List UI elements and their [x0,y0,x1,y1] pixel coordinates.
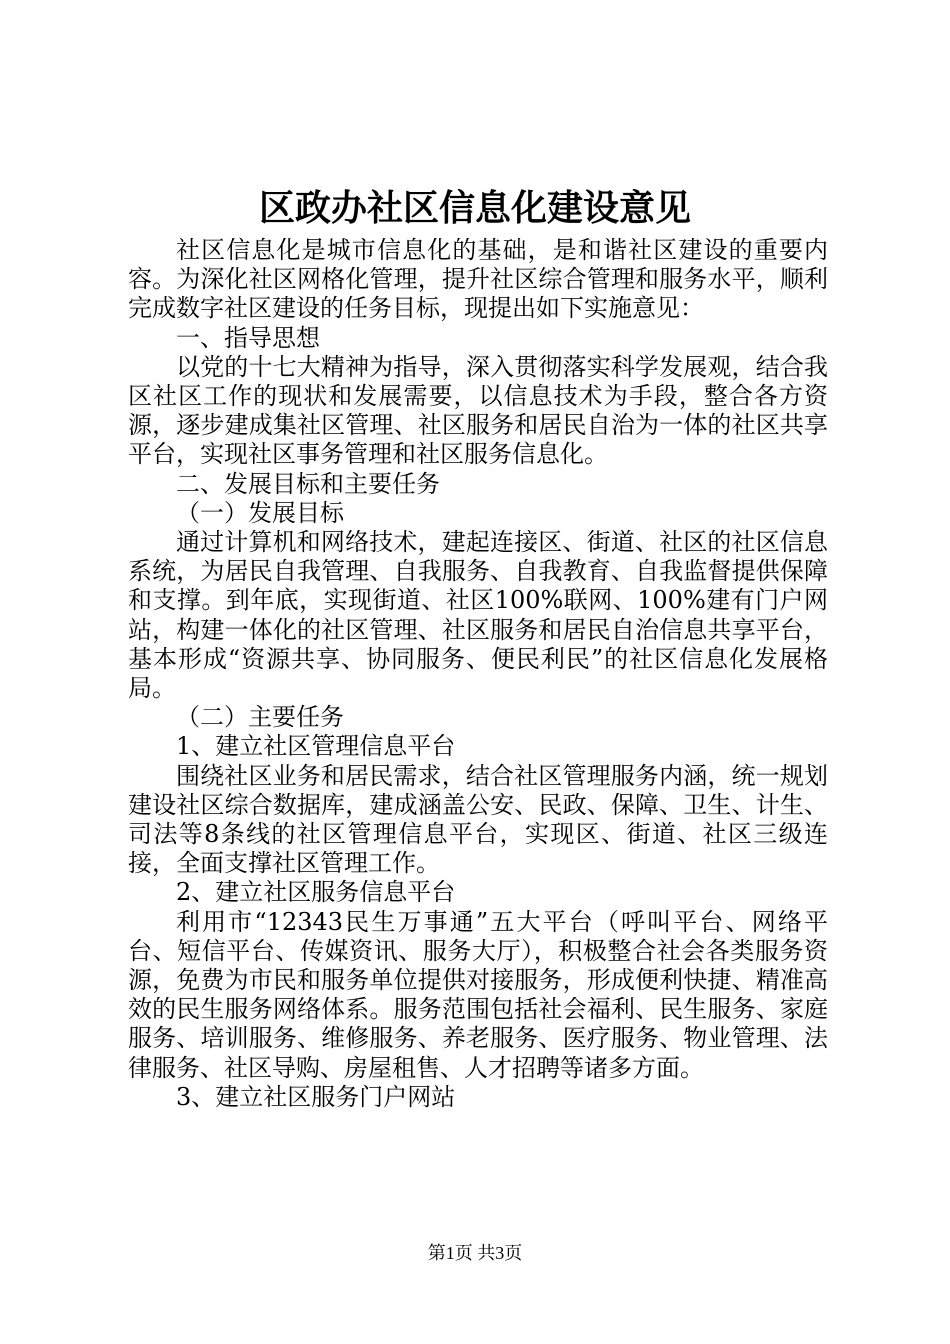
item-heading-service-platform: 2、建立社区服务信息平台 [176,878,456,907]
paragraph-intro: 社区信息化是城市信息化的基础，是和谐社区建设的重要内容。为深化社区网格化管理，提升社区综合管理和服务水平，顺利完成数字社区建设的任务目标，现提出如下实施意见： [128,236,828,323]
paragraph-goals: 通过计算机和网络技术，建起连接区、街道、社区的社区信息系统，为居民自我管理、自我服务、自我教育、自我监督提供保障和支撑。到年底，实现街道、社区100%联网、100%建有门户网站，构建一体化的社区管理、社区服务和居民自治信息共享平台，基本形成“资源共享、协同服务、便民利民”的社区信息化发展格局。 [128,528,828,703]
item-heading-management-platform: 1、建立社区管理信息平台 [176,732,456,761]
document-title: 区政办社区信息化建设意见 [258,187,691,229]
subsection-heading-tasks: （二）主要任务 [176,703,344,732]
document-body [128,236,828,1112]
paragraph-service-platform: 利用市“12343民生万事通”五大平台（呼叫平台、网络平台、短信平台、传媒资讯、服务大厅），积极整合社会各类服务资源，免费为市民和服务单位提供对接服务，形成便利快捷、精准高效的民生服务网络体系。服务范围包括社会福利、民生服务、家庭服务、培训服务、维修服务、养老服务、医疗服务、物业管理、法律服务、社区导购、房屋租售、人才招聘等诸多方面。 [128,907,828,1082]
paragraph-guiding-ideology: 以党的十七大精神为指导，深入贯彻落实科学发展观，结合我区社区工作的现状和发展需要，以信息技术为手段，整合各方资源，逐步建成集社区管理、社区服务和居民自治为一体的社区共享平台，实现社区事务管理和社区服务信息化。 [128,352,828,469]
subsection-heading-goals: （一）发展目标 [176,498,344,527]
paragraph-management-platform: 围绕社区业务和居民需求，结合社区管理服务内涵，统一规划建设社区综合数据库，建成涵盖公安、民政、保障、卫生、计生、司法等8条线的社区管理信息平台，实现区、街道、社区三级连接，全面支撑社区管理工作。 [128,761,828,878]
section-heading-goals-tasks: 二、发展目标和主要任务 [176,469,440,498]
page-footer: 第1页 共3页 [427,1243,523,1263]
section-heading-guiding-ideology: 一、指导思想 [176,323,320,352]
item-heading-portal-website: 3、建立社区服务门户网站 [176,1082,456,1111]
